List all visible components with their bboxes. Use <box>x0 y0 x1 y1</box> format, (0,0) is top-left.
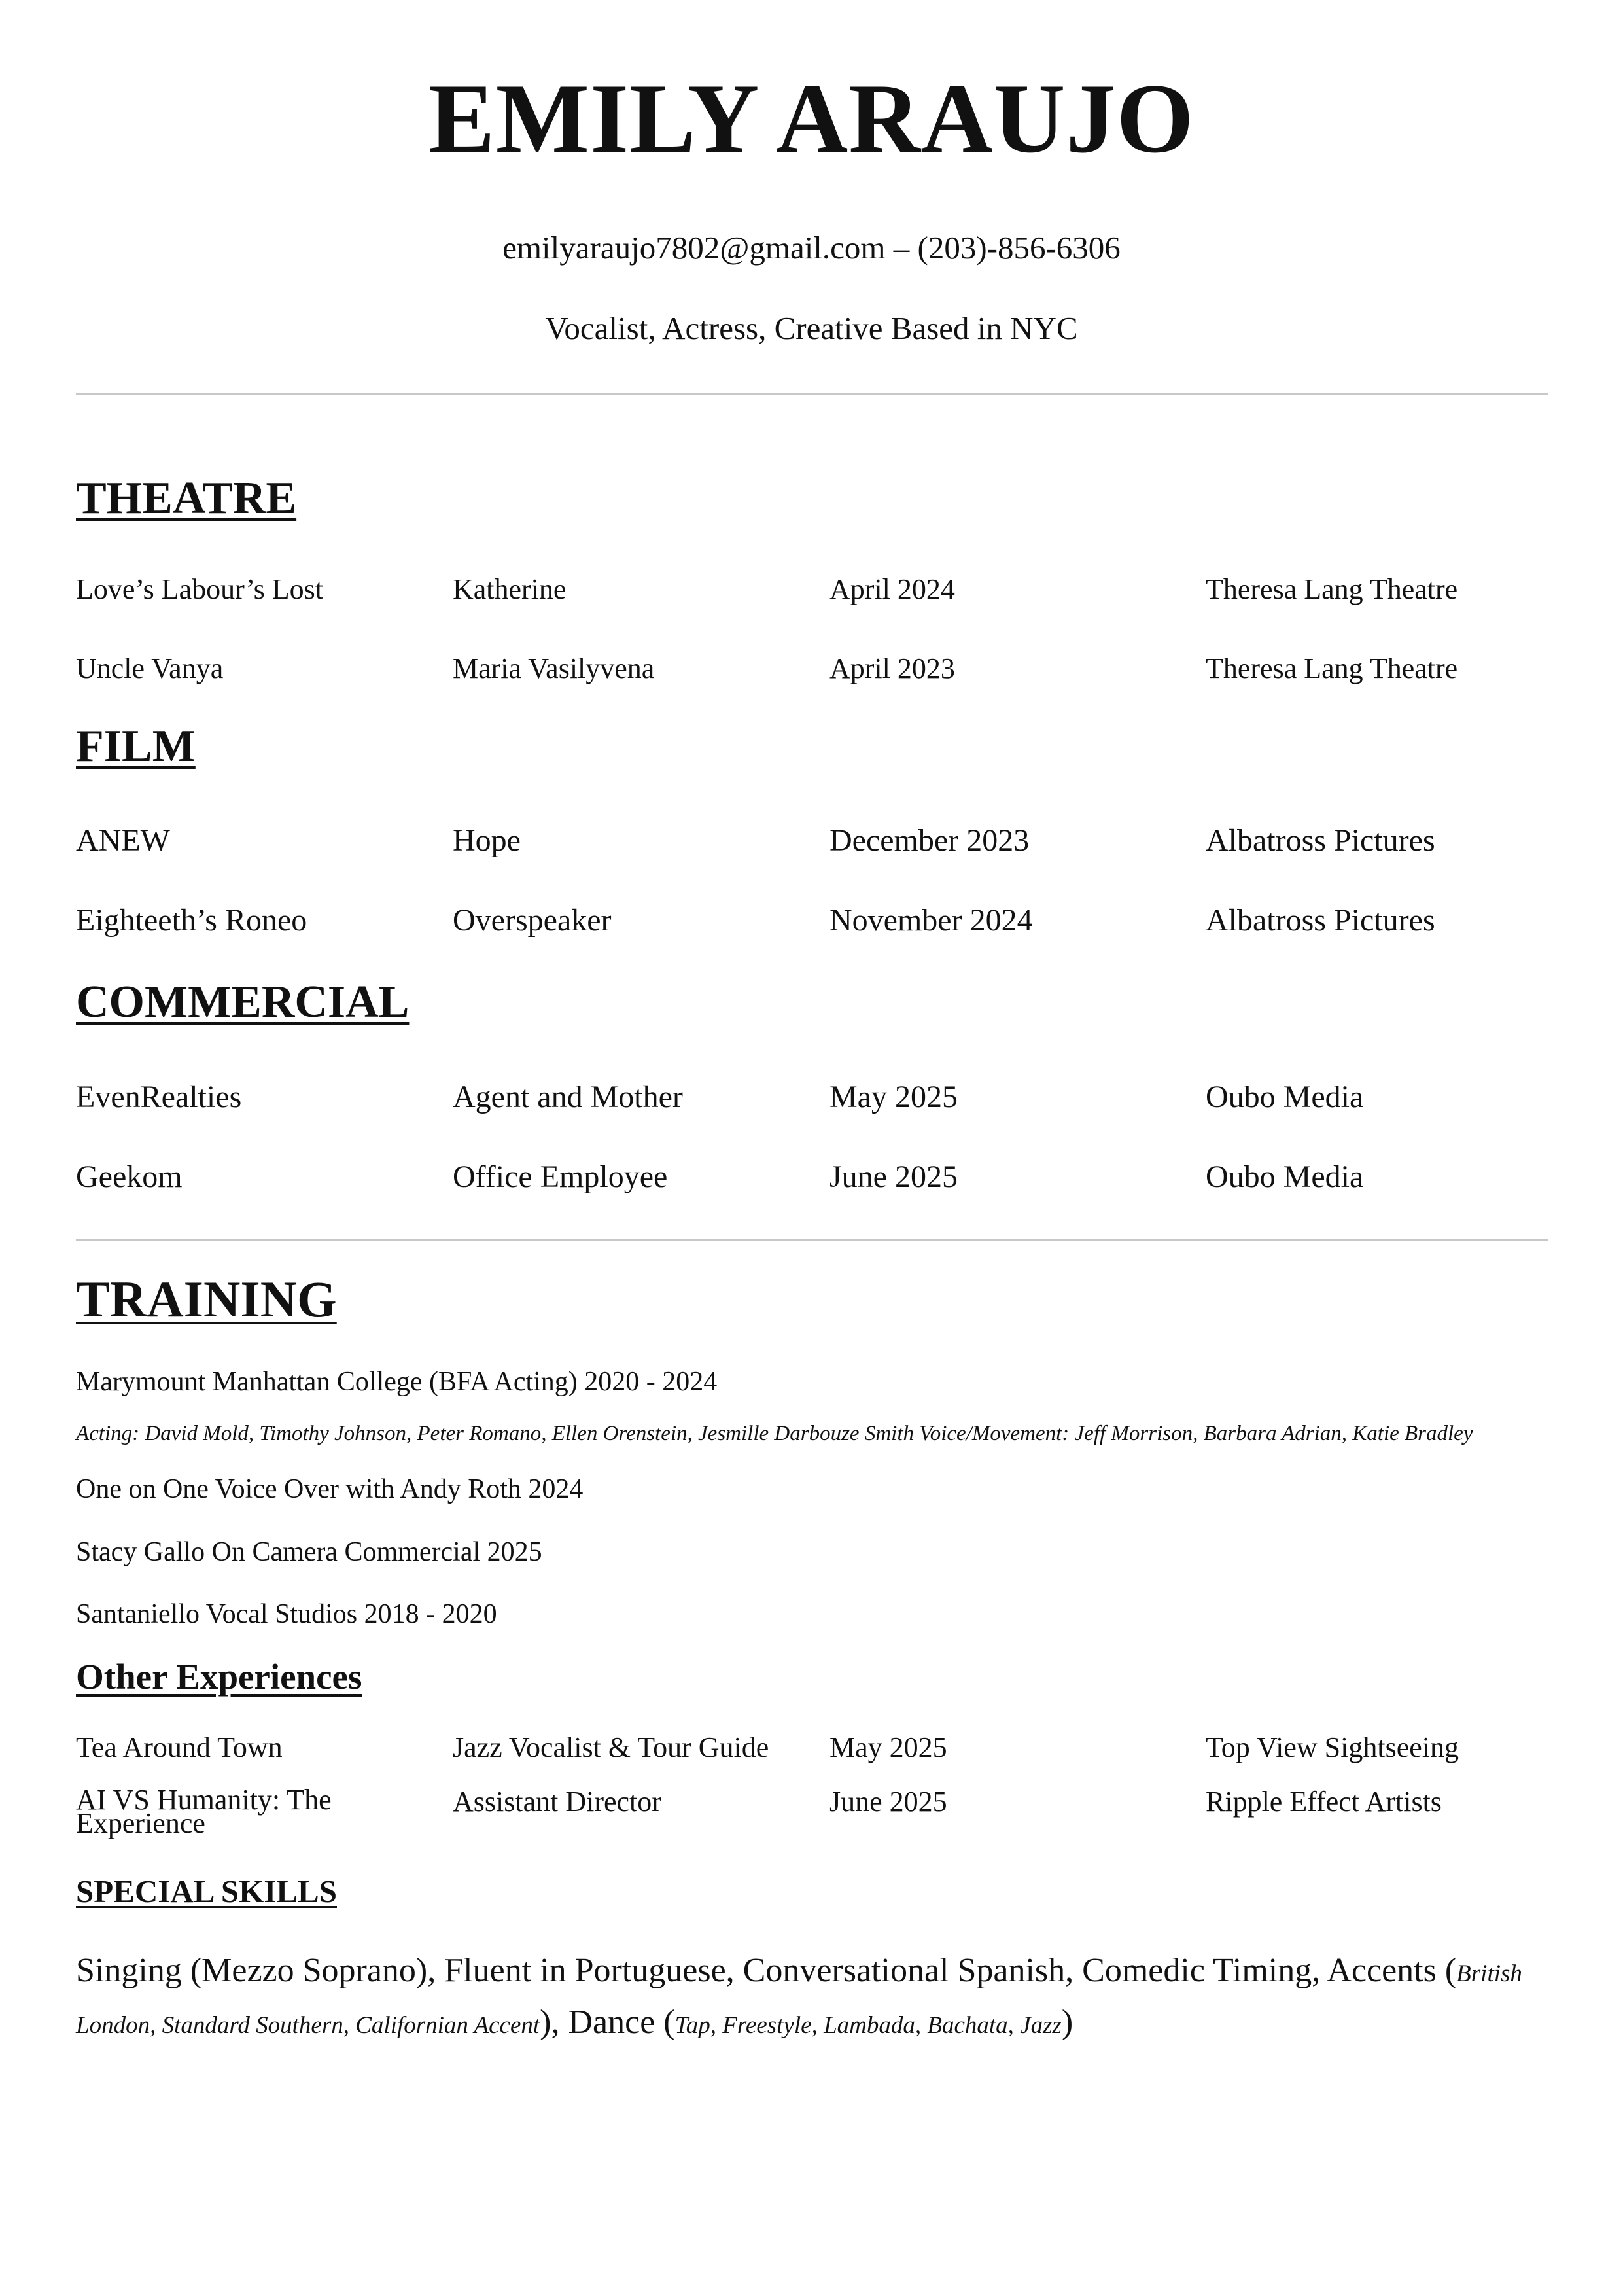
section-heading-training: TRAINING <box>76 1271 337 1328</box>
section-heading-special-skills: SPECIAL SKILLS <box>76 1873 337 1909</box>
credit-role: Office Employee <box>453 1159 668 1194</box>
credit-venue: Theresa Lang Theatre <box>1206 573 1458 605</box>
training-item: Stacy Gallo On Camera Commercial 2025 <box>76 1537 542 1567</box>
credit-title: ANEW <box>76 823 170 858</box>
credit-date: November 2024 <box>829 903 1033 938</box>
contact-info: emilyaraujo7802@gmail.com – (203)-856-6306 <box>502 230 1121 266</box>
divider-top <box>76 393 1548 395</box>
accents-list: British London, Standard Southern, Californian Accent <box>76 1960 1522 2039</box>
training-instructors: Acting: David Mold, Timothy Johnson, Peter Romano, Ellen Orenstein, Jesmille Darbouze Smith Voice/Movement: Jeff Morrison, Barbara Adrian, Katie Bradley <box>76 1422 1473 1445</box>
experience-company: Top View Sightseeing <box>1206 1731 1459 1763</box>
credit-title: EvenRealties <box>76 1080 242 1114</box>
training-item: Santaniello Vocal Studios 2018 - 2020 <box>76 1599 497 1629</box>
credit-venue: Theresa Lang Theatre <box>1206 652 1458 684</box>
credit-title: Eighteeth’s Roneo <box>76 903 307 938</box>
section-heading-other-experiences: Other Experiences <box>76 1657 362 1697</box>
skills-text: ) <box>1061 2004 1073 2041</box>
credit-company: Oubo Media <box>1206 1159 1364 1194</box>
tagline: Vocalist, Actress, Creative Based in NYC <box>545 310 1078 346</box>
credit-date: April 2024 <box>829 573 955 605</box>
special-skills-text <box>76 1947 1548 2050</box>
credit-date: April 2023 <box>829 652 955 684</box>
credit-company: Albatross Pictures <box>1206 823 1435 858</box>
training-item: One on One Voice Over with Andy Roth 2024 <box>76 1474 584 1504</box>
section-heading-commercial: COMMERCIAL <box>76 977 410 1027</box>
dance-list: Tap, Freestyle, Lambada, Bachata, Jazz <box>674 2012 1062 2039</box>
section-heading-theatre: THEATRE <box>76 473 297 523</box>
divider-middle <box>76 1239 1548 1241</box>
credit-company: Albatross Pictures <box>1206 903 1435 938</box>
experience-title: AI VS Humanity: The Experience <box>76 1784 332 1840</box>
experience-title: Tea Around Town <box>76 1731 283 1763</box>
experience-role: Assistant Director <box>453 1786 661 1818</box>
credit-role: Hope <box>453 823 521 858</box>
credit-date: December 2023 <box>829 823 1030 858</box>
credit-role: Overspeaker <box>453 903 612 938</box>
experience-company: Ripple Effect Artists <box>1206 1786 1442 1818</box>
credit-role: Agent and Mother <box>453 1080 683 1114</box>
section-heading-film: FILM <box>76 721 196 771</box>
credit-title: Geekom <box>76 1159 183 1194</box>
credit-date: June 2025 <box>829 1159 958 1194</box>
skills-text: Singing (Mezzo Soprano), Fluent in Portuguese, Conversational Spanish, Comedic Timing, Accents ( <box>76 1952 1457 1989</box>
credit-role: Katherine <box>453 573 567 605</box>
training-college: Marymount Manhattan College (BFA Acting) 2020 - 2024 <box>76 1367 718 1397</box>
credit-title: Uncle Vanya <box>76 652 224 684</box>
skills-text: ), Dance ( <box>540 2004 675 2041</box>
credit-title: Love’s Labour’s Lost <box>76 573 324 605</box>
experience-date: May 2025 <box>829 1731 947 1763</box>
credit-role: Maria Vasilyvena <box>453 652 655 684</box>
credit-company: Oubo Media <box>1206 1080 1364 1114</box>
experience-date: June 2025 <box>829 1786 947 1818</box>
credit-date: May 2025 <box>829 1080 958 1114</box>
candidate-name: EMILY ARAUJO <box>428 63 1195 173</box>
experience-role: Jazz Vocalist & Tour Guide <box>453 1731 769 1763</box>
